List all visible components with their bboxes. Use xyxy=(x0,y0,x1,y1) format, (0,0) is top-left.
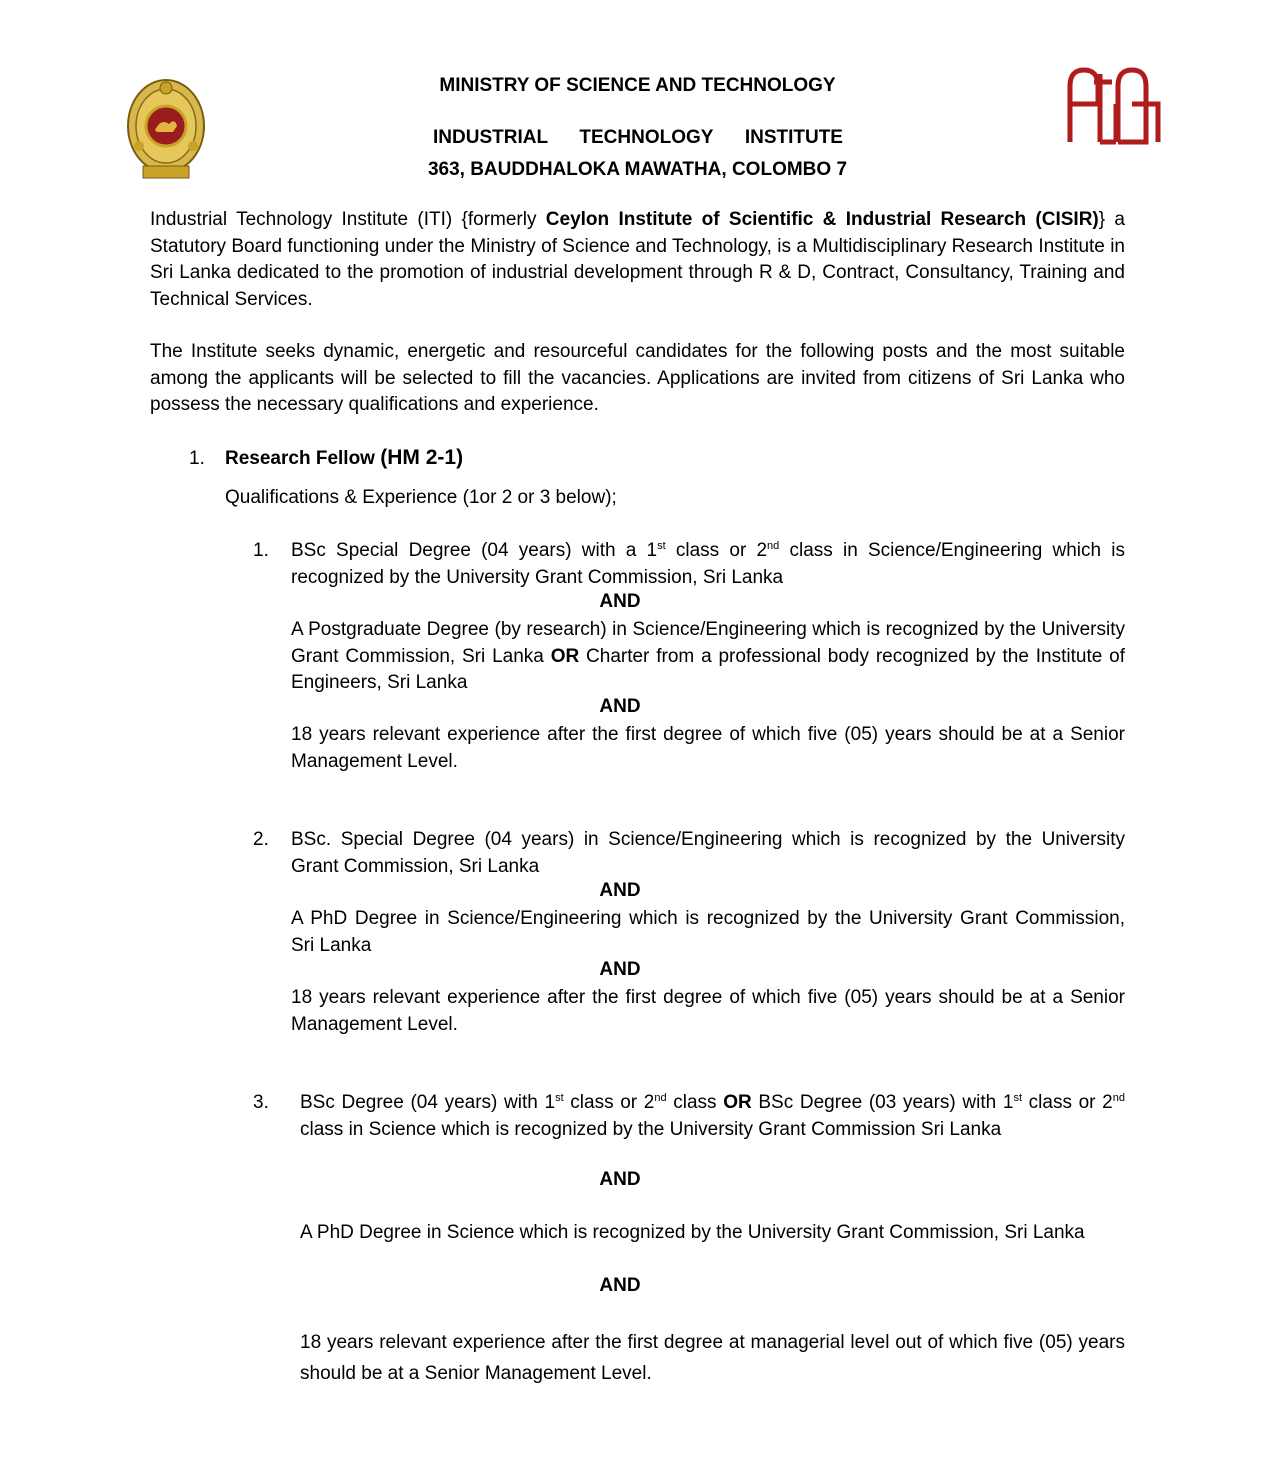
and-label: AND xyxy=(599,591,641,612)
institute-word: INSTITUTE xyxy=(744,127,843,148)
option-2-degree: BSc. Special Degree (04 years) in Science/Engineering which is recognized by the University Grant Commission, Sri Lanka xyxy=(291,829,1125,877)
text: BSc Degree (04 years) with 1 xyxy=(300,1092,556,1113)
superscript: st xyxy=(555,1092,564,1104)
superscript: st xyxy=(1013,1092,1022,1104)
option-1-degree xyxy=(291,538,1125,591)
option-number: 1. xyxy=(253,540,269,561)
superscript: st xyxy=(657,540,666,552)
superscript: nd xyxy=(1112,1092,1125,1104)
or-label: OR xyxy=(723,1092,752,1113)
option-3-degree xyxy=(300,1090,1125,1143)
institute-heading xyxy=(433,127,843,149)
and-label: AND xyxy=(599,1169,641,1190)
option-number: 2. xyxy=(253,829,269,850)
text: class or 2 xyxy=(563,1092,655,1113)
sri-lanka-emblem-icon xyxy=(125,76,207,182)
intro-paragraph xyxy=(150,207,1125,313)
institute-word: INDUSTRIAL xyxy=(433,127,549,148)
text: BSc Degree (03 years) with 1 xyxy=(751,1092,1014,1113)
option-number: 3. xyxy=(253,1092,269,1113)
and-label: AND xyxy=(599,880,641,901)
text: BSc Special Degree (04 years) with a 1 xyxy=(291,540,658,561)
and-label: AND xyxy=(599,696,641,717)
text: class or 2 xyxy=(665,540,768,561)
option-1-postgrad xyxy=(291,617,1125,697)
option-3-phd: A PhD Degree in Science which is recognized by the University Grant Commission, Sri Lanka xyxy=(300,1222,1085,1243)
and-label: AND xyxy=(599,959,641,980)
text: A Postgraduate Degree (by research) in Science/Engineering which is recognized by the University Grant Commission, Sri Lanka xyxy=(291,619,1125,667)
ministry-heading: MINISTRY OF SCIENCE AND TECHNOLOGY xyxy=(439,75,836,96)
vacancy-paragraph: The Institute seeks dynamic, energetic and resourceful candidates for the following posts and the most suitable among the applicants will be selected to fill the vacancies. Applications are invited from citizens of Sri Lanka who possess the necessary qualifications and experience. xyxy=(150,341,1125,415)
or-label: OR xyxy=(550,645,580,667)
post-title-text: Research Fellow xyxy=(225,448,381,469)
text: class or 2 xyxy=(1022,1092,1113,1113)
text: Charter from a professional body recognized by the Institute of Engineers, Sri Lanka xyxy=(291,645,1125,693)
former-name: Ceylon Institute of Scientific & Industrial Research (CISIR) xyxy=(545,209,1099,230)
post-grade: (HM 2-1) xyxy=(380,446,464,469)
option-2-experience: 18 years relevant experience after the first degree of which five (05) years should be at a Senior Management Level. xyxy=(291,987,1125,1035)
intro-text: Industrial Technology Institute (ITI) {formerly xyxy=(150,209,546,230)
post-number: 1. xyxy=(189,448,205,469)
post-title xyxy=(225,446,463,470)
text: class xyxy=(666,1092,724,1113)
and-label: AND xyxy=(599,1275,641,1296)
qualifications-heading: Qualifications & Experience (1or 2 or 3 below); xyxy=(225,487,617,508)
text: class in Science/Engineering which is recognized by the University Grant Commission, Sri Lanka xyxy=(291,540,1125,588)
option-1-experience: 18 years relevant experience after the first degree of which five (05) years should be at a Senior Management Level. xyxy=(291,724,1125,772)
address-heading: 363, BAUDDHALOKA MAWATHA, COLOMBO 7 xyxy=(427,159,848,180)
institute-word: TECHNOLOGY xyxy=(579,127,714,148)
intro-text: } a Statutory Board functioning under the Ministry of Science and Technology, is a Multidisciplinary Research Institute in Sri Lanka dedicated to the promotion of industrial development through R & D, Contract, Consultancy, Training and Technical Services. xyxy=(150,209,1125,310)
option-3-experience: 18 years relevant experience after the first degree at managerial level out of which five (05) years should be at a Senior Management Level. xyxy=(300,1332,1125,1384)
text: class in Science which is recognized by the University Grant Commission Sri Lanka xyxy=(300,1118,1002,1140)
superscript: nd xyxy=(654,1092,667,1104)
superscript: nd xyxy=(767,540,780,552)
option-2-phd: A PhD Degree in Science/Engineering which is recognized by the University Grant Commission, Sri Lanka xyxy=(291,908,1125,956)
iti-logo-icon xyxy=(1066,64,1162,146)
